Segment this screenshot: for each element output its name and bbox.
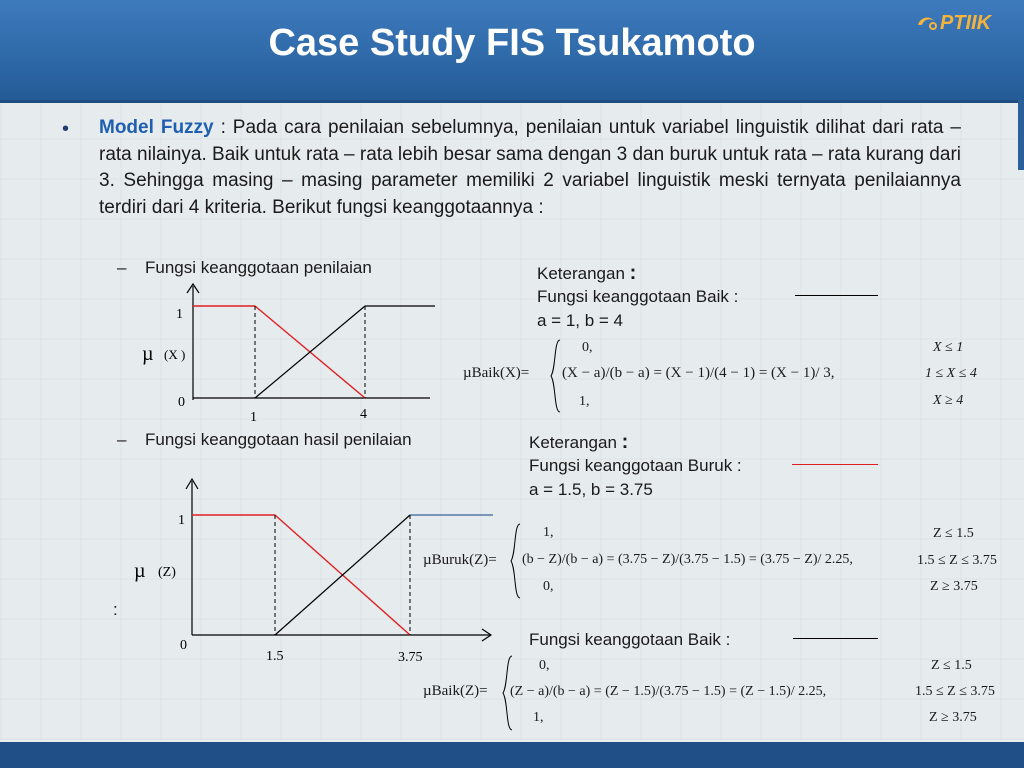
formula1-lhs: µBaik(X)= — [463, 365, 530, 381]
formula-buruk-case1: 1, — [543, 525, 554, 540]
section1-dash: – — [117, 258, 127, 277]
chart-hasil-penilaian — [120, 475, 500, 665]
formula1-cond2: 1 ≤ X ≤ 4 — [925, 366, 977, 381]
formula-baik-cond2: 1.5 ≤ Z ≤ 3.75 — [915, 684, 995, 699]
mu-symbol: µ — [142, 343, 154, 365]
formula-baik-case2: (Z − a)/(b − a) = (Z − 1.5)/(3.75 − 1.5) = (Z − 1.5)/ 2.25, — [510, 684, 827, 699]
formula1-cond1: X ≤ 1 — [933, 340, 964, 355]
header-divider — [0, 100, 1024, 103]
formula-buruk-cond2: 1.5 ≤ Z ≤ 3.75 — [917, 553, 997, 568]
bullet-marker: • — [62, 118, 70, 140]
section1-label: Fungsi keanggotaan penilaian — [145, 258, 372, 277]
formula1-cond3: X ≥ 4 — [933, 393, 964, 408]
slide-footer — [0, 742, 1024, 768]
x-tick-b-2: 3.75 — [398, 650, 423, 665]
y-tick-zero: 0 — [178, 395, 185, 410]
y-tick-one-2: 1 — [178, 513, 185, 528]
model-fuzzy-label: Model Fuzzy — [99, 117, 214, 138]
legend-line-buruk — [792, 464, 878, 465]
formula-baik-lhs: µBaik(Z)= — [423, 683, 488, 699]
x-tick-a-2: 1.5 — [266, 649, 284, 664]
mu-symbol-2: µ — [134, 560, 146, 582]
legend-baik-2: Fungsi keanggotaan Baik : — [529, 630, 731, 649]
mu-variable: (X ) — [164, 347, 186, 362]
y-tick-zero-2: 0 — [180, 638, 187, 653]
formula-baik-case3: 1, — [533, 710, 544, 725]
legend-buruk: Fungsi keanggotaan Buruk : — [529, 456, 742, 475]
formula1-case3: 1, — [579, 394, 590, 409]
right-accent-bar — [1018, 100, 1024, 170]
y-tick-one: 1 — [176, 307, 183, 322]
formula-baik-cond1: Z ≤ 1.5 — [931, 658, 972, 673]
formula1-case2: (X − a)/(b − a) = (X − 1)/(4 − 1) = (X − 1)/ 3, — [562, 365, 835, 381]
formula1-case1: 0, — [582, 340, 593, 355]
section2-dash: – — [117, 430, 127, 449]
logo-text: PTIIK — [940, 12, 992, 34]
paragraph-text: : Pada cara penilaian sebelumnya, penilaian untuk variabel linguistik dilihat dari rata – rata nilainya. Baik untuk rata – rata lebih besar sama dengan 3 dan buruk untuk rata – rata kurang dari 3. Sehingga masing – masing parameter memiliki 2 variabel linguistik meski ternyata penilaiannya terdiri dari 4 kriteria. Berikut fungsi keanggotaannya : — [99, 117, 961, 218]
legend-baik-1: Fungsi keanggotaan Baik : — [537, 287, 739, 306]
section2-label: Fungsi keanggotaan hasil penilaian — [145, 430, 412, 449]
intro-paragraph — [99, 115, 961, 221]
params-2: a = 1.5, b = 3.75 — [529, 480, 653, 499]
params-1: a = 1, b = 4 — [537, 311, 624, 330]
stray-colon: : — [113, 600, 118, 619]
x-tick-a: 1 — [250, 410, 257, 425]
ptiik-logo — [916, 12, 991, 35]
logo-swoosh-icon — [916, 15, 938, 33]
formula-buruk-case2: (b − Z)/(b − a) = (3.75 − Z)/(3.75 − 1.5) = (3.75 − Z)/ 2.25, — [522, 552, 853, 567]
formula-buruk-cond3: Z ≥ 3.75 — [930, 579, 978, 594]
chart-penilaian — [140, 280, 440, 425]
keterangan1: Keterangan : — [537, 262, 637, 284]
legend-line-baik-2 — [793, 638, 878, 639]
legend-line-baik-1 — [795, 295, 878, 296]
slide-title: Case Study FIS Tsukamoto — [268, 22, 756, 64]
formula-buruk-lhs: µBuruk(Z)= — [423, 552, 497, 568]
mu-variable-2: (Z) — [158, 565, 176, 580]
x-tick-b: 4 — [360, 407, 367, 422]
keterangan2: Keterangan : — [529, 431, 629, 453]
formula-baik-case1: 0, — [539, 658, 550, 673]
formula-buruk-case3: 0, — [543, 579, 554, 594]
formula-buruk-cond1: Z ≤ 1.5 — [933, 526, 974, 541]
formula-baik-cond3: Z ≥ 3.75 — [929, 710, 977, 725]
